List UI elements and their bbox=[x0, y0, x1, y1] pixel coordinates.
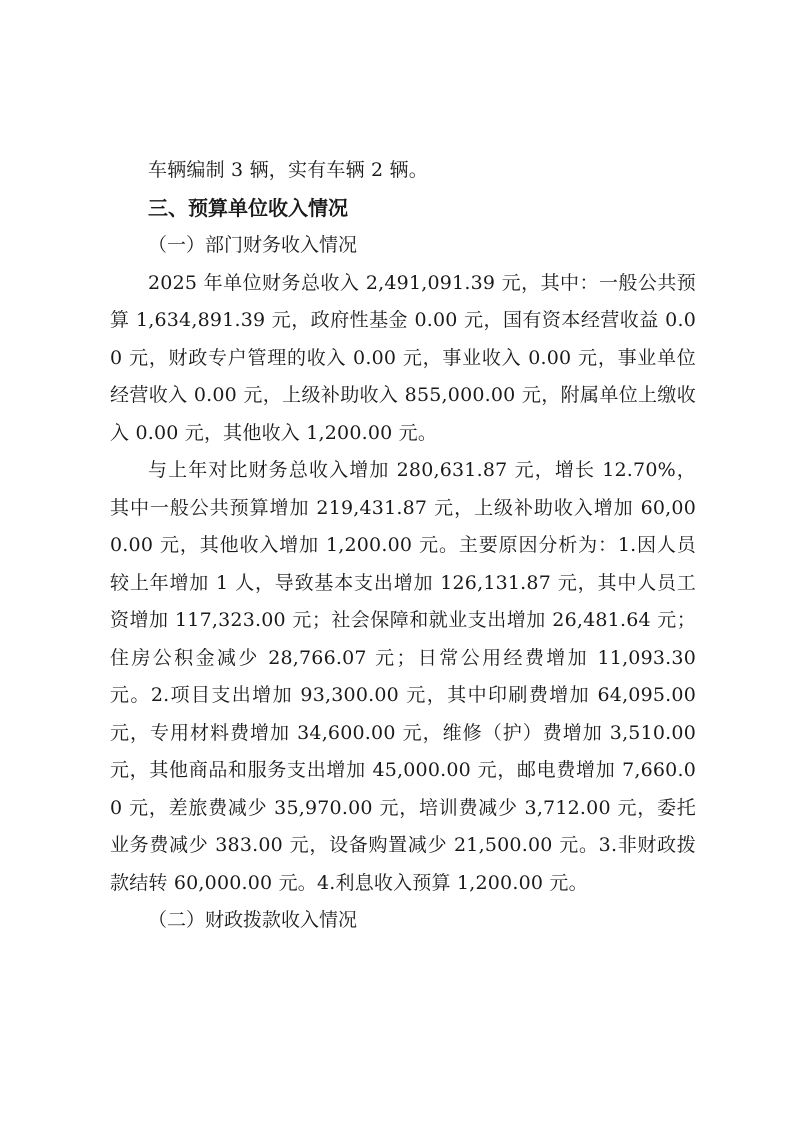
subsection-heading-fiscal-appropriation: （二）财政拨款收入情况 bbox=[148, 909, 358, 931]
paragraph-year-comparison: 与上年对比财务总收入增加 280,631.87 元，增长 12.70%，其中一般公共预算增加 219,431.87 元，上级补助收入增加 60,000.00 元，其他收入增加 1,200.00 元。主要原因分析为：1.因人员较上年增加 1 人，导致基本支出增加 126,131.87 元，其中人员工资增加 117,323.00 元；社会保障和就业支出增加 26,481.64 元；住房公积金减少 28,766.07 元；日常公用经费增加 11,093.30 元。2.项目支出增加 93,300.00 元，其中印刷费增加 64,095.00 元，专用材料费增加 34,600.00 元，维修（护）费增加 3,510.00 元，其他商品和服务支出增加 45,000.00 元，邮电费增加 7,660.00 元，差旅费减少 35,970.00 元，培训费减少 3,712.00 元，委托业务费减少 383.00 元，设备购置减少 21,500.00 元。3.非财政拨款结转 60,000.00 元。4.利息收入预算 1,200.00 元。 bbox=[110, 459, 696, 894]
paragraph-total-income: 2025 年单位财务总收入 2,491,091.39 元，其中：一般公共预算 1,634,891.39 元，政府性基金 0.00 元，国有资本经营收益 0.00 元，财政专户管理的收入 0.00 元，事业收入 0.00 元，事业单位经营收入 0.00 元，上级补助收入 855,000.00 元，附属单位上缴收入 0.00 元，其他收入 1,200.00 元。 bbox=[110, 271, 696, 444]
section-heading-budget-income: 三、预算单位收入情况 bbox=[148, 195, 348, 220]
document-body bbox=[110, 152, 696, 940]
subsection-heading-department-income: （一）部门财务收入情况 bbox=[148, 234, 358, 256]
vehicle-continuation-text: 车辆编制 3 辆，实有车辆 2 辆。 bbox=[148, 159, 428, 181]
